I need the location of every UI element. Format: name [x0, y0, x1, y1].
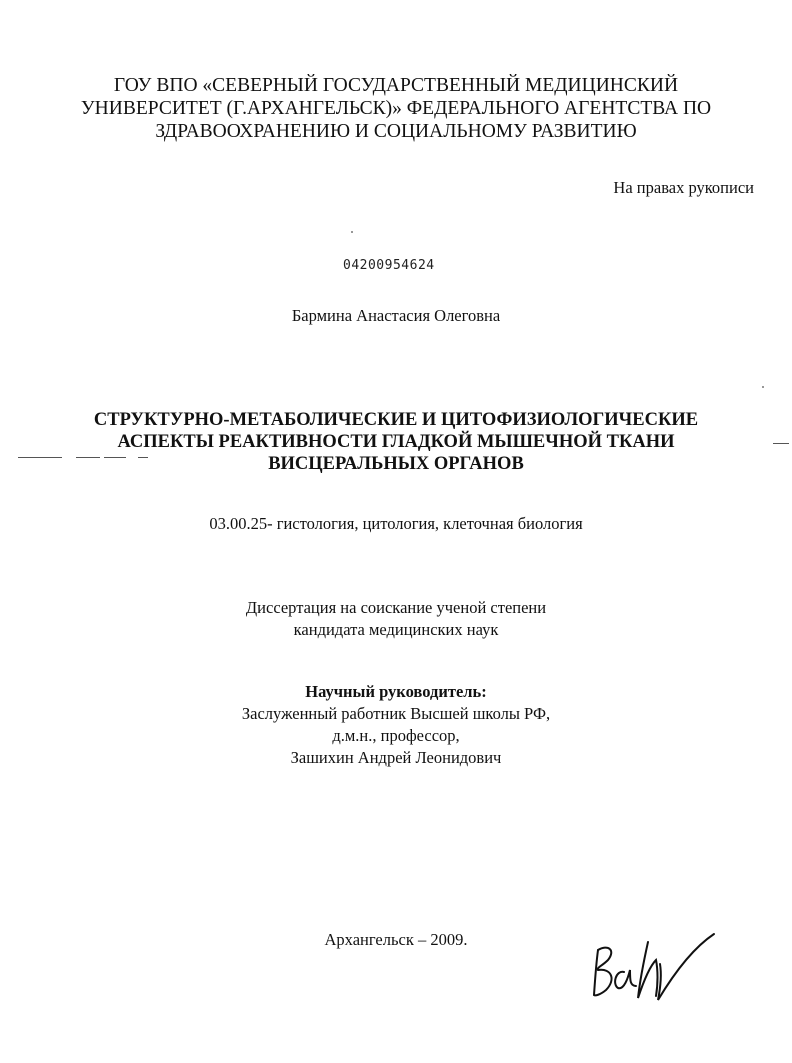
scan-dash	[76, 457, 100, 458]
degree-line-1: Диссертация на соискание ученой степени	[245, 598, 547, 617]
organization-line-2: УНИВЕРСИТЕТ (Г.АРХАНГЕЛЬСК)» ФЕДЕРАЛЬНОГО АГЕНТСТВА ПО	[80, 98, 712, 119]
thesis-title-line-3: ВИСЦЕРАЛЬНЫХ ОРГАНОВ	[268, 454, 524, 474]
scan-dash	[773, 443, 789, 444]
manuscript-note: На правах рукописи	[613, 178, 754, 197]
handwritten-signature	[586, 920, 726, 1010]
scan-dash	[104, 457, 126, 458]
author-name: Бармина Анастасия Олеговна	[291, 306, 501, 325]
scan-speck	[351, 231, 353, 233]
thesis-title-line-1: СТРУКТУРНО-МЕТАБОЛИЧЕСКИЕ И ЦИТОФИЗИОЛОГИЧЕСКИЕ	[93, 410, 699, 430]
thesis-title-line-2: АСПЕКТЫ РЕАКТИВНОСТИ ГЛАДКОЙ МЫШЕЧНОЙ ТКАНИ	[117, 432, 675, 452]
scan-dash	[138, 457, 148, 458]
supervisor-name: Зашихин Андрей Леонидович	[290, 748, 502, 767]
scan-speck	[762, 386, 764, 388]
stamp-number: 04200954624	[343, 258, 435, 273]
place-and-year: Архангельск – 2009.	[324, 930, 468, 949]
supervisor-heading: Научный руководитель:	[305, 682, 487, 701]
organization-line-3: ЗДРАВООХРАНЕНИЮ И СОЦИАЛЬНОМУ РАЗВИТИЮ	[155, 121, 637, 142]
supervisor-title: Заслуженный работник Высшей школы РФ,	[241, 704, 551, 723]
degree-line-2: кандидата медицинских наук	[293, 620, 499, 639]
supervisor-degree: д.м.н., профессор,	[332, 726, 460, 745]
scan-dash	[18, 457, 62, 458]
specialty-code: 03.00.25- гистология, цитология, клеточная биология	[209, 514, 583, 533]
organization-line-1: ГОУ ВПО «СЕВЕРНЫЙ ГОСУДАРСТВЕННЫЙ МЕДИЦИНСКИЙ	[113, 75, 679, 96]
